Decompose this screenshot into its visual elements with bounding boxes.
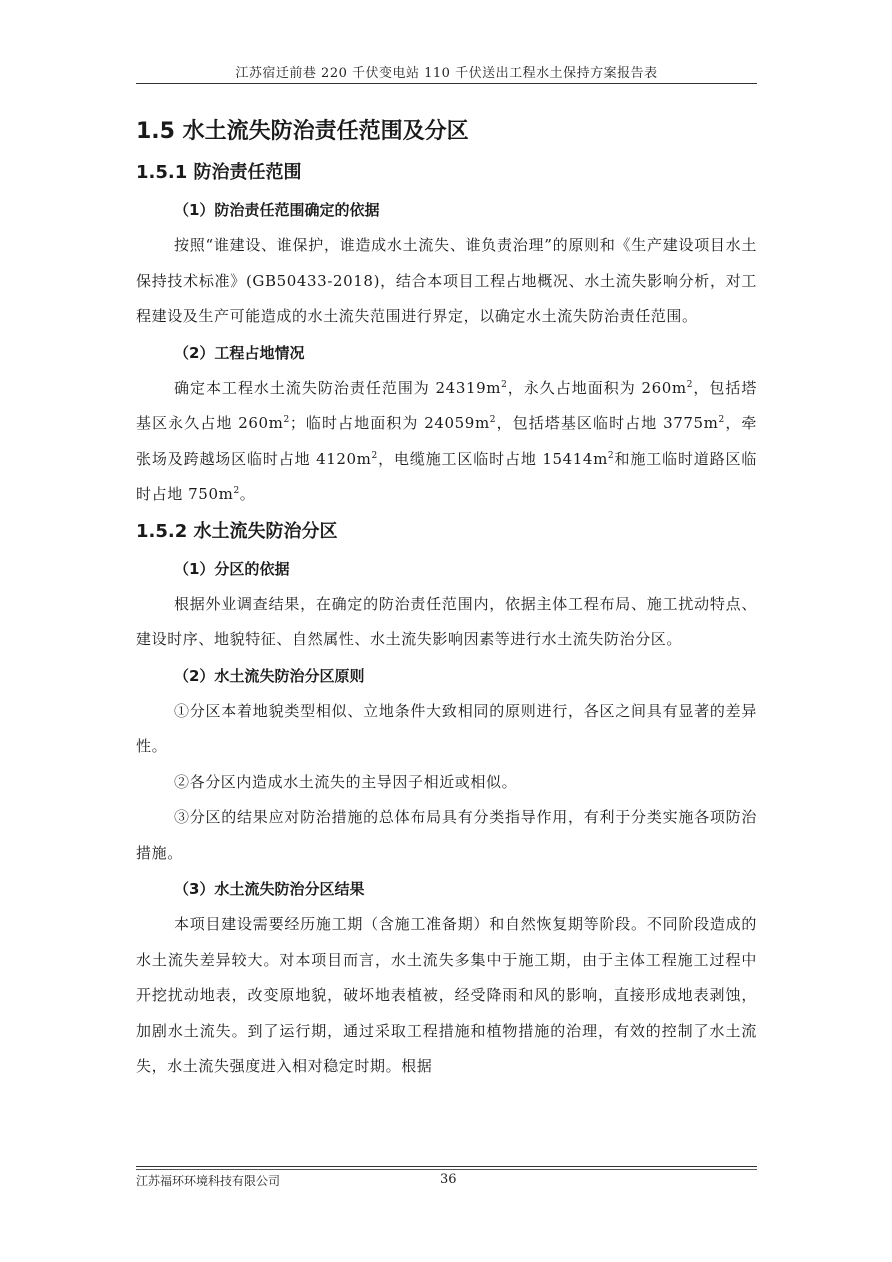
paragraph-land-use bbox=[136, 371, 757, 513]
footer-rule-thin bbox=[136, 1169, 757, 1170]
subheading-land-use: （2）工程占地情况 bbox=[174, 343, 305, 362]
subheading-zoning-results: （3）水土流失防治分区结果 bbox=[174, 880, 365, 898]
paragraph-basis: 按照“谁建设、谁保护，谁造成水土流失、谁负责治理”的原则和《生产建设项目水土保持技术标准》(GB50433-2018)，结合本项目工程占地概况、水土流失影响分析，对工程建设及生产可能造成的水土流失范围进行界定，以确定水土流失防治责任范围。 bbox=[136, 236, 757, 325]
paragraph-zoning-results: 本项目建设需要经历施工期（含施工准备期）和自然恢复期等阶段。不同阶段造成的水土流失差异较大。对本项目而言，水土流失多集中于施工期，由于主体工程施工过程中开挖扰动地表，改变原地貌，破坏地表植被，经受降雨和风的影响，直接形成地表剥蚀，加剧水土流失。到了运行期，通过采取工程措施和植物措施的治理，有效的控制了水土流失，水土流失强度进入相对稳定时期。根据 bbox=[136, 915, 757, 1075]
subsection-2-title: 1.5.2 水土流失防治分区 bbox=[136, 520, 338, 542]
land-use-text-d: ；临时占地面积为 24059m bbox=[289, 414, 490, 432]
page-number: 36 bbox=[440, 1172, 457, 1187]
paragraph-principle-2: ②各分区内造成水土流失的主导因子相近或相似。 bbox=[174, 772, 518, 791]
land-use-text-b: ，永久占地面积为 260m bbox=[507, 378, 687, 397]
superscript: 2 bbox=[233, 486, 240, 496]
superscript: 2 bbox=[489, 415, 497, 425]
superscript: 2 bbox=[686, 379, 694, 390]
land-use-text-f: ，牵张场及跨越场区临时占地 4120m bbox=[136, 414, 757, 468]
superscript: 2 bbox=[501, 379, 508, 390]
section-title: 1.5 水土流失防治责任范围及分区 bbox=[136, 119, 469, 144]
land-use-text-a: 确定本工程水土流失防治责任范围为 24319m bbox=[174, 378, 502, 397]
superscript: 2 bbox=[718, 415, 725, 425]
footer-company: 江苏福环环境科技有限公司 bbox=[136, 1174, 281, 1188]
land-use-text-c: ，包括塔基区永久占地 260m bbox=[136, 378, 757, 432]
paragraph-zoning-basis: 根据外业调查结果，在确定的防治责任范围内，依据主体工程布局、施工扰动特点、建设时序、地貌特征、自然属性、水土流失影响因素等进行水土流失防治分区。 bbox=[136, 594, 757, 648]
land-use-text-e: ，包括塔基区临时占地 3775m bbox=[496, 414, 719, 432]
paragraph-principle-3: ③分区的结果应对防治措施的总体布局具有分类指导作用，有利于分类实施各项防治措施。 bbox=[136, 808, 757, 862]
superscript: 2 bbox=[607, 450, 615, 461]
subsection-1-title: 1.5.1 防治责任范围 bbox=[136, 162, 302, 183]
subheading-zoning-principles: （2）水土流失防治分区原则 bbox=[174, 666, 365, 685]
running-header: 江苏宿迁前巷 220 千伏变电站 110 千伏送出工程水土保持方案报告表 bbox=[235, 66, 658, 81]
header-rule bbox=[136, 83, 757, 84]
paragraph-principle-1: ①分区本着地貌类型相似、立地条件大致相同的原则进行，各区之间具有显著的差异性。 bbox=[136, 701, 757, 755]
subheading-zoning-basis: （1）分区的依据 bbox=[174, 559, 290, 578]
subheading-basis: （1）防治责任范围确定的依据 bbox=[174, 201, 380, 219]
land-use-text-g: ，电缆施工区临时占地 15414m bbox=[377, 449, 608, 468]
footer-rule bbox=[136, 1166, 757, 1167]
page-body bbox=[136, 110, 757, 1085]
superscript: 2 bbox=[371, 450, 378, 461]
superscript: 2 bbox=[283, 415, 290, 425]
land-use-text-h: 和施工临时道路区临时占地 750m bbox=[136, 449, 757, 503]
land-use-text-i: 。 bbox=[239, 485, 256, 503]
